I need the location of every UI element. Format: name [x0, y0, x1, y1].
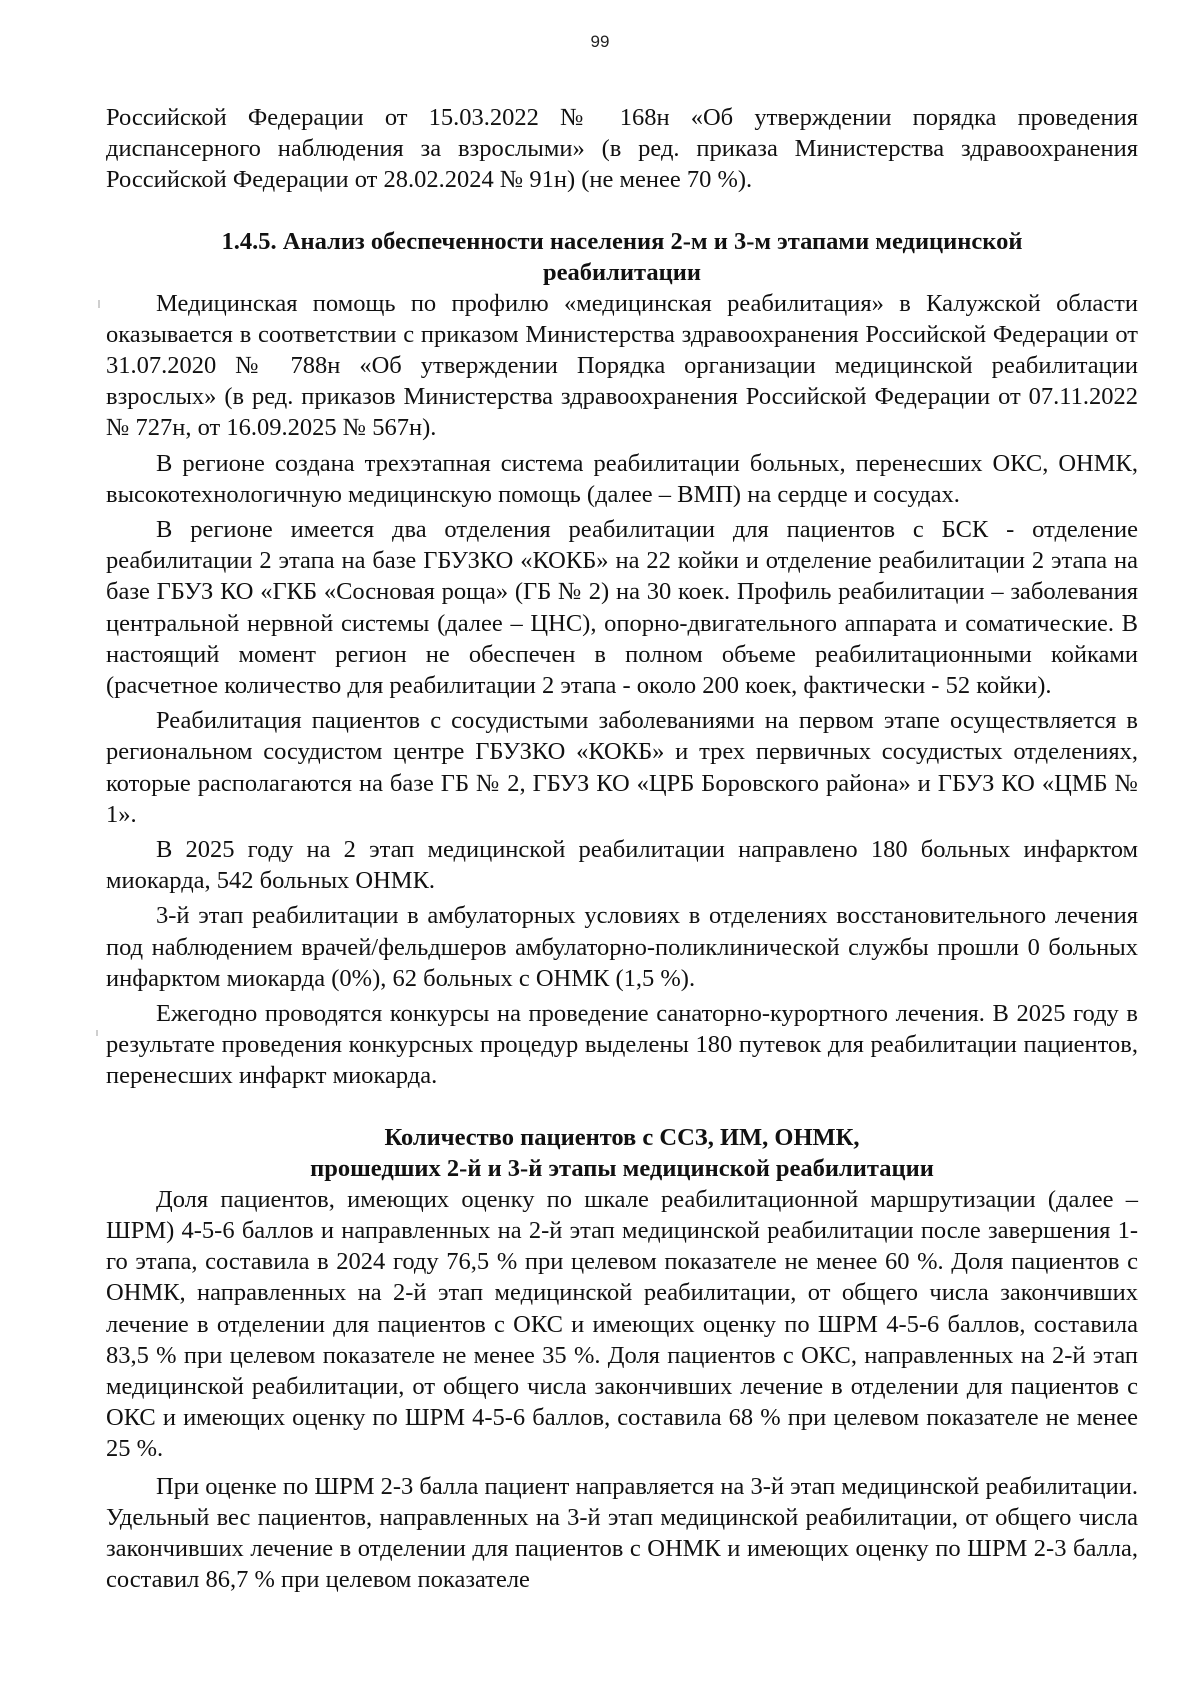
section-paragraph: 3-й этап реабилитации в амбулаторных условиях в отделениях восстановительного лечения под наблюдением врачей/фельдшеров амбулаторно-поликлинической службы прошли 0 больных инфарктом миокарда (0%), 62 больных с ОНМК (1,5 %). — [106, 902, 1138, 992]
subsection-heading-line-1: Количество пациентов с ССЗ, ИМ, ОНМК, — [384, 1123, 860, 1151]
page-number: 99 — [590, 32, 610, 51]
section-paragraph: Реабилитация пациентов с сосудистыми заболеваниями на первом этапе осуществляется в региональном сосудистом центре ГБУЗКО «КОКБ» и трех первичных сосудистых отделениях, которые располагаются на базе ГБ № 2, ГБУЗ КО «ЦРБ Боровского района» и ГБУЗ КО «ЦМБ № 1». — [106, 707, 1138, 828]
intro-paragraph: Российской Федерации от 15.03.2022 № 168н «Об утверждении порядка проведения диспансерного наблюдения за взрослыми» (в ред. приказа Министерства здравоохранения Российской Федерации от 28.02.2024 № 91н) (не менее 70 %). — [106, 104, 1138, 194]
page-content — [106, 102, 1138, 1595]
section-paragraph: В регионе имеется два отделения реабилитации для пациентов с БСК - отделение реабилитации 2 этапа на базе ГБУЗКО «КОКБ» на 22 койки и отделение реабилитации 2 этапа на базе ГБУЗ КО «ГКБ «Сосновая роща» (ГБ № 2) на 30 коек. Профиль реабилитации – заболевания центральной нервной системы (далее – ЦНС), опорно-двигательного аппарата и соматические. В настоящий момент регион не обеспечен в полном объеме реабилитационными койками (расчетное количество для реабилитации 2 этапа - около 200 коек, фактически - 52 койки). — [106, 516, 1138, 700]
scan-artifact — [98, 300, 100, 308]
section-paragraph: Медицинская помощь по профилю «медицинская реабилитация» в Калужской области оказывается в соответствии с приказом Министерства здравоохранения Российской Федерации от 31.07.2020 № 788н «Об утверждении Порядка организации медицинской реабилитации взрослых» (в ред. приказов Министерства здравоохранения Российской Федерации от 07.11.2022 № 727н, от 16.09.2025 № 567н). — [106, 289, 1138, 442]
subsection-heading — [106, 1122, 1138, 1184]
subsection-paragraph: Доля пациентов, имеющих оценку по шкале реабилитационной маршрутизации (далее – ШРМ) 4-5-6 баллов и направленных на 2-й этап медицинской реабилитации после завершения 1-го этапа, составила в 2024 году 76,5 % при целевом показателе не менее 60 %. Доля пациентов с ОНМК, направленных на 2-й этап медицинской реабилитации, от общего числа закончивших лечение в отделении для пациентов с ОКС и имеющих оценку по ШРМ 4-5-6 баллов, составила 83,5 % при целевом показателе не менее 35 %. Доля пациентов с ОКС, направленных на 2-й этап медицинской реабилитации, от общего числа закончивших лечение в отделении для пациентов с ОКС и имеющих оценку по ШРМ 4-5-6 баллов, составила 68 % при целевом показателе не менее 25 %. — [106, 1185, 1138, 1463]
section-paragraph: Ежегодно проводятся конкурсы на проведение санаторно-курортного лечения. В 2025 году в результате проведения конкурсных процедур выделены 180 путевок для реабилитации пациентов, перенесших инфаркт миокарда. — [106, 1000, 1138, 1090]
subsection-heading-line-2: прошедших 2-й и 3-й этапы медицинской реабилитации — [310, 1154, 934, 1182]
section-heading — [106, 226, 1138, 288]
scan-artifact — [96, 1030, 98, 1036]
subsection-paragraph: При оценке по ШРМ 2-3 балла пациент направляется на 3-й этап медицинской реабилитации. Удельный вес пациентов, направленных на 3-й этап медицинской реабилитации, от общего числа закончивших лечение в отделении для пациентов с ОНМК и имеющих оценку по ШРМ 2-3 балла, составил 86,7 % при целевом показателе — [106, 1472, 1138, 1594]
section-paragraph: В 2025 году на 2 этап медицинской реабилитации направлено 180 больных инфарктом миокарда, 542 больных ОНМК. — [106, 836, 1138, 895]
section-paragraph: В регионе создана трехэтапная система реабилитации больных, перенесших ОКС, ОНМК, высокотехнологичную медицинскую помощь (далее – ВМП) на сердце и сосудах. — [106, 449, 1138, 508]
section-heading-line-2: реабилитации — [543, 258, 701, 286]
section-heading-line-1: 1.4.5. Анализ обеспеченности населения 2-м и 3-м этапами медицинской — [221, 227, 1023, 255]
